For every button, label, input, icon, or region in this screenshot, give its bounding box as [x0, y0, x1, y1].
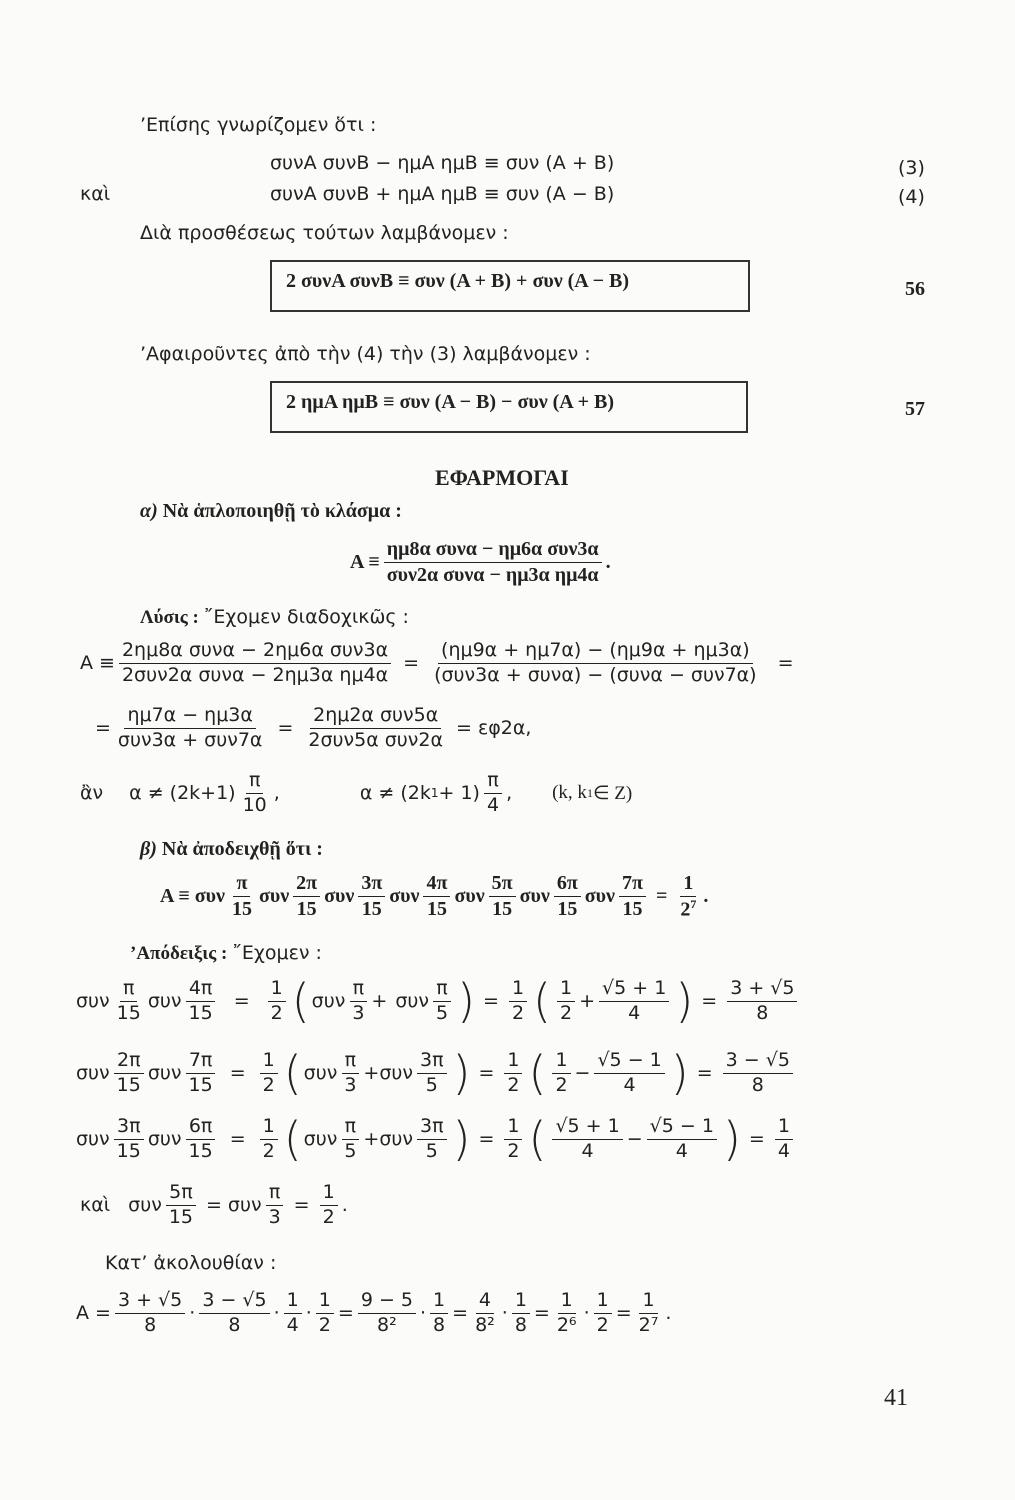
- r3-num-b: 6π: [186, 1116, 216, 1140]
- part-a-statement: [140, 500, 402, 523]
- condition-line: [80, 770, 632, 817]
- r2-inner2-den: 4: [623, 1073, 636, 1096]
- r2-half2-num: 1: [504, 1050, 522, 1074]
- r2-inner-2: [594, 1050, 664, 1097]
- r1-eq-3: =: [701, 990, 718, 1013]
- r2-num-d: 3π: [417, 1050, 447, 1074]
- r2-half-2: [504, 1050, 522, 1097]
- r2-inner1-num: 1: [552, 1050, 570, 1074]
- b-result-num: 1: [680, 872, 696, 897]
- b-num-5: 5π: [489, 872, 516, 897]
- r1-syn-a: συν: [76, 990, 110, 1013]
- r4-eq-2: =: [293, 1194, 310, 1217]
- product-to-prove: [160, 872, 708, 922]
- fin-num-11: 1: [639, 1290, 657, 1314]
- fin-num-6: 1: [430, 1290, 448, 1314]
- r3-den-a: 15: [116, 1139, 141, 1162]
- r1-inner-1: [557, 978, 575, 1025]
- l2-den-1: συν3α + συν7α: [117, 728, 263, 751]
- subtraction-text: ’Αφαιροῦντες ἀπὸ τὴν (4) τὴν (3) λαμβάνομεν :: [140, 343, 591, 365]
- k-set-end: ∈ Z): [592, 782, 633, 804]
- b-den-6: 15: [557, 898, 578, 921]
- fin-den-3: 4: [286, 1313, 299, 1336]
- fin-dot-2: ·: [273, 1302, 280, 1325]
- l2-num-1: ημ7α − ημ3α: [124, 705, 256, 729]
- b-syn-5: συν: [454, 885, 485, 908]
- b-frac-7: [619, 872, 646, 921]
- r2-syn-d: συν: [379, 1062, 413, 1085]
- fin-den-11: 2⁷: [638, 1313, 659, 1336]
- r3-frac-d: [417, 1116, 447, 1163]
- r1-inner2-den: 4: [628, 1001, 641, 1024]
- a-end: .: [605, 551, 611, 573]
- b-frac-4: [423, 872, 450, 921]
- fin-frac-2: [199, 1290, 269, 1337]
- r3-inner2-den: 4: [675, 1139, 688, 1162]
- r1-half-den: 2: [270, 1001, 283, 1024]
- proof-intro: [130, 942, 322, 965]
- r3-num-d: 3π: [417, 1116, 447, 1140]
- r3-eq-3: =: [748, 1128, 765, 1151]
- an-word: ἂν: [80, 782, 104, 805]
- b-syn-7: συν: [584, 885, 615, 908]
- formula-number-56: 56: [905, 278, 925, 300]
- r3-half-den: 2: [262, 1139, 275, 1162]
- part-b-text: Νὰ ἀποδειχθῇ ὅτι :: [161, 838, 323, 860]
- part-b-label: β): [140, 838, 157, 860]
- part-a-text: Νὰ ἁπλοποιηθῇ τὸ κλάσμα :: [162, 500, 402, 522]
- l1-num-2: (ημ9α + ημ7α) − (ημ9α + ημ3α): [438, 640, 753, 664]
- fin-num-7: 4: [476, 1290, 494, 1314]
- r2-frac-b: [186, 1050, 216, 1097]
- cond-2: α ≠ (2k: [359, 782, 431, 805]
- r1-result-num: 3 + √5: [727, 978, 797, 1002]
- r4-kai: καὶ: [80, 1194, 111, 1217]
- kai-word: καὶ: [80, 183, 111, 205]
- cond-1-comma: ,: [273, 782, 280, 805]
- formula-number-57: 57: [905, 398, 925, 420]
- r2-inner-1: [552, 1050, 570, 1097]
- r2-den-a: 15: [116, 1073, 141, 1096]
- fin-frac-4: [316, 1290, 334, 1337]
- formula-56: 2 συνA συνB ≡ συν (A + B) + συν (A − B): [286, 270, 630, 292]
- fin-frac-9: [554, 1290, 580, 1337]
- r2-syn-a: συν: [76, 1062, 110, 1085]
- r4-syn-a: συν: [128, 1194, 162, 1217]
- r2-eq-3: =: [696, 1062, 713, 1085]
- b-syn-2: συν: [258, 885, 290, 908]
- b-result-den: [677, 897, 699, 922]
- r2-result-den: 8: [751, 1073, 764, 1096]
- solution-line-1: [80, 640, 794, 687]
- b-result-base: 2: [680, 898, 691, 921]
- r1-inner-2: [599, 978, 669, 1025]
- part-a-label: α): [140, 500, 158, 522]
- fin-dot-6: ·: [583, 1302, 590, 1325]
- r3-half-num: 1: [260, 1116, 278, 1140]
- fin-den-1: 8: [144, 1313, 157, 1336]
- b-den-7: 15: [622, 898, 643, 921]
- r3-syn-d: συν: [379, 1128, 413, 1151]
- fin-eq-2: =: [452, 1302, 469, 1325]
- solution-line-2: [95, 705, 531, 752]
- fin-end: .: [665, 1302, 672, 1325]
- r1-den-b: 15: [188, 1001, 213, 1024]
- b-result-exp: 7: [690, 897, 697, 911]
- fin-eq-1: =: [337, 1302, 354, 1325]
- r2-den-b: 15: [188, 1073, 213, 1096]
- l1-lhs: A ≡: [80, 652, 115, 675]
- fin-frac-6: [430, 1290, 448, 1337]
- fin-den-5: 8²: [377, 1313, 397, 1336]
- b-result: [677, 872, 699, 922]
- cond-2-fraction: [484, 770, 502, 817]
- proof-row-4: [80, 1182, 348, 1229]
- r2-eq-1: =: [229, 1062, 246, 1085]
- l2-fraction-2: [305, 705, 446, 752]
- b-num-7: 7π: [619, 872, 646, 897]
- solution-intro: [140, 606, 409, 629]
- proof-label: ’Απόδειξις :: [130, 943, 228, 964]
- l1-den-2: (συν3α + συνα) − (συνα − συν7α): [434, 663, 757, 686]
- consequently-text: Κατ’ ἀκολουθίαν :: [105, 1252, 277, 1274]
- r3-den-d: 5: [425, 1139, 438, 1162]
- b-syn-4: συν: [389, 885, 420, 908]
- proof-row-1: συν $\frac{\pi}{15}$ συν $\frac{4\pi}{15}$ = $\frac{1}{2}$ ( συν $\frac{\pi}{3}$ + συν $\frac{\pi}{5}$ ) = $\frac{1}{2}$ ( $\frac{1}{2}$ + $\frac{√5 + 1}{4}$ ) = $\frac{3 + √5}{8}$: [76, 978, 801, 1025]
- b-eq: =: [655, 885, 668, 908]
- r3-inner-1: [552, 1116, 622, 1163]
- r2-frac-a: [114, 1050, 144, 1097]
- fin-den-10: 2: [596, 1313, 609, 1336]
- formula-box-57: [270, 381, 748, 433]
- formula-57: 2 ημA ημB ≡ συν (A − B) − συν (A + B): [286, 391, 615, 413]
- r3-half: [260, 1116, 278, 1163]
- fin-den-8: 8: [514, 1313, 527, 1336]
- r2-num-a: 2π: [114, 1050, 144, 1074]
- fin-dot-1: ·: [189, 1302, 196, 1325]
- r2-num-c: π: [342, 1050, 359, 1074]
- b-num-6: 6π: [554, 872, 581, 897]
- k-set: (k, k: [552, 782, 587, 804]
- r1-syn-b: συν: [147, 990, 182, 1013]
- a-numerator: ημ8α συνα − ημ6α συν3α: [384, 538, 602, 563]
- fin-frac-10: [594, 1290, 612, 1337]
- b-frac-3: [358, 872, 385, 921]
- fin-eq-4: =: [615, 1302, 632, 1325]
- r3-frac-b: [186, 1116, 216, 1163]
- r1-result-den: 8: [756, 1001, 769, 1024]
- a-fraction: [384, 538, 602, 587]
- l1-fraction-1: [119, 640, 391, 687]
- r3-num-c: π: [342, 1116, 359, 1140]
- fin-frac-3: [284, 1290, 302, 1337]
- fin-frac-11: [636, 1290, 662, 1337]
- r3-eq-1: =: [229, 1128, 246, 1151]
- cond-2-mid: + 1): [438, 782, 480, 805]
- b-den-5: 15: [492, 898, 513, 921]
- r1-num-b: 4π: [186, 978, 216, 1002]
- r4-result-den: 2: [322, 1205, 335, 1228]
- r3-inner1-num: √5 + 1: [552, 1116, 622, 1140]
- r1-num-c: π: [350, 978, 367, 1002]
- r1-half2-den: 2: [511, 1001, 525, 1024]
- l2-eq-2: =: [277, 717, 294, 740]
- l1-eq-2: =: [777, 652, 794, 675]
- final-line: [76, 1290, 671, 1337]
- r1-inner2-num: [599, 978, 669, 1002]
- r1-num-d: π: [433, 978, 450, 1002]
- r2-eq-2: =: [478, 1062, 495, 1085]
- cond-2-num: π: [484, 770, 501, 794]
- r4-num-a: 5π: [166, 1182, 196, 1206]
- b-den-2: 15: [296, 898, 317, 921]
- r1-den-c: 3: [352, 1001, 365, 1024]
- r3-inner2-num: √5 − 1: [647, 1116, 717, 1140]
- a-lhs: A ≡: [350, 551, 380, 573]
- r2-syn-b: συν: [147, 1062, 182, 1085]
- r2-result-num: 3 − √5: [723, 1050, 793, 1074]
- r4-den-b: 3: [268, 1205, 281, 1228]
- b-den-3: 15: [361, 898, 382, 921]
- r1-inner1-num: 1: [557, 978, 575, 1002]
- b-period: .: [703, 885, 709, 908]
- r2-half-num: 1: [260, 1050, 278, 1074]
- addition-text: Διὰ προσθέσεως τούτων λαμβάνομεν :: [140, 222, 509, 244]
- b-den-4: 15: [426, 898, 447, 921]
- r3-den-c: 5: [344, 1139, 357, 1162]
- fin-dot-5: ·: [501, 1302, 508, 1325]
- r3-half2-num: 1: [504, 1116, 522, 1140]
- r3-result-num: 1: [775, 1116, 793, 1140]
- a-denominator: συν2α συνα − ημ3α ημ4α: [386, 564, 599, 586]
- r1-syn-d: συν: [395, 990, 429, 1013]
- b-syn-3: συν: [324, 885, 355, 908]
- cond-1-fraction: [240, 770, 270, 817]
- formula-box-56: [270, 260, 750, 312]
- r1-sqrt5: √5: [602, 977, 627, 999]
- r1-frac-b: [186, 978, 216, 1025]
- fin-num-10: 1: [594, 1290, 612, 1314]
- fin-den-2: 8: [228, 1313, 241, 1336]
- cond-2-den: 4: [486, 793, 500, 816]
- r4-period: .: [341, 1194, 348, 1217]
- proof-row-2: συν $\frac{2\pi}{15}$ συν $\frac{7\pi}{15}$ = $\frac{1}{2}$ ( συν $\frac{\pi}{3}$ + συν $\frac{3\pi}{5}$ ) = $\frac{1}{2}$ ( $\frac{1}{2}$ − $\frac{√5 - 1}{4}$ ) = $\frac{3 - √5}{8}$: [76, 1050, 797, 1097]
- r3-half2-den: 2: [507, 1139, 520, 1162]
- cond-2-sub: 1: [430, 786, 439, 801]
- fin-frac-5: [358, 1290, 416, 1337]
- l1-num-1: 2ημ8α συνα − 2ημ6α συν3α: [119, 640, 391, 664]
- cond-1-den: 10: [242, 793, 267, 816]
- r4-frac-b: [266, 1182, 284, 1229]
- fin-dot-4: ·: [420, 1302, 427, 1325]
- r2-inner1-den: 2: [555, 1073, 568, 1096]
- b-den-1: 15: [231, 898, 252, 921]
- r1-inner1-den: 2: [560, 1001, 573, 1024]
- r4-result-num: 1: [320, 1182, 338, 1206]
- r1-result: [727, 978, 797, 1025]
- r2-syn-c: συν: [303, 1062, 338, 1085]
- r4-result: [320, 1182, 338, 1229]
- r1-eq-1: =: [233, 990, 250, 1013]
- cond-1: α ≠ (2k+1): [129, 782, 236, 805]
- r1-half-2: [509, 978, 527, 1025]
- b-frac-1: [229, 872, 255, 921]
- r4-frac-a: [166, 1182, 196, 1229]
- fin-num-8: 1: [512, 1290, 530, 1314]
- fin-num-1: 3 + √5: [115, 1290, 185, 1314]
- equation-number-3: (3): [898, 157, 925, 179]
- r2-half: [260, 1050, 278, 1097]
- r3-result-den: 4: [777, 1139, 790, 1162]
- r2-den-d: 5: [425, 1073, 438, 1096]
- proof-text: ῎Εχομεν :: [232, 942, 322, 964]
- l2-eq-1: =: [95, 717, 111, 740]
- l2-result: = εφ2α,: [456, 717, 532, 740]
- r1-plus-one: + 1: [626, 977, 667, 999]
- page-number: 41: [884, 1385, 908, 1411]
- l1-fraction-2: [431, 640, 760, 687]
- fin-eq-3: =: [533, 1302, 550, 1325]
- r3-frac-c: [341, 1116, 359, 1163]
- fin-den-6: 8: [433, 1313, 446, 1336]
- fin-den-7: 8²: [475, 1313, 495, 1336]
- fin-num-5: 9 − 5: [358, 1290, 416, 1314]
- r2-frac-d: [417, 1050, 447, 1097]
- cond-2-comma: ,: [506, 782, 513, 805]
- solution-label: Λύσις :: [140, 607, 199, 628]
- r3-syn-c: συν: [303, 1128, 338, 1151]
- cond-1-num: π: [246, 770, 263, 794]
- intro-text: ’Επίσης γνωρίζομεν ὅτι :: [140, 114, 377, 136]
- fin-frac-7: [472, 1290, 498, 1337]
- r2-half-den: 2: [262, 1073, 275, 1096]
- l1-eq-1: =: [403, 652, 420, 675]
- r1-half: [268, 978, 286, 1025]
- r2-den-c: 3: [344, 1073, 357, 1096]
- fin-dot-3: ·: [305, 1302, 312, 1325]
- r2-inner2-num: [594, 1050, 664, 1074]
- r1-den-d: 5: [435, 1001, 449, 1024]
- r3-den-b: 15: [188, 1139, 213, 1162]
- r4-eq-1: =: [206, 1194, 222, 1217]
- equation-number-4: (4): [898, 186, 925, 208]
- fin-frac-1: [115, 1290, 185, 1337]
- fin-num-4: 1: [316, 1290, 334, 1314]
- l2-den-2: 2συν5α συν2α: [308, 728, 444, 751]
- r2-result: [723, 1050, 793, 1097]
- identity-3: συνA συνB − ημA ημB ≡ συν (A + B): [270, 152, 615, 174]
- proof-row-3: συν $\frac{3\pi}{15}$ συν $\frac{6\pi}{15}$ = $\frac{1}{2}$ ( συν $\frac{\pi}{5}$ + συν $\frac{3\pi}{5}$ ) = $\frac{1}{2}$ ( $\frac{√5 + 1}{4}$ − $\frac{√5 - 1}{4}$ ) = $\frac{1}{4}$: [76, 1116, 797, 1163]
- r3-result: [775, 1116, 793, 1163]
- l2-fraction-1: [115, 705, 266, 752]
- fin-lhs: A =: [76, 1302, 111, 1325]
- b-num-3: 3π: [358, 872, 385, 897]
- r1-frac-c: [349, 978, 367, 1025]
- r4-num-b: π: [266, 1182, 283, 1206]
- b-num-4: 4π: [423, 872, 450, 897]
- b-frac-2: [293, 872, 320, 921]
- r3-num-a: 3π: [114, 1116, 144, 1140]
- r4-syn-b: συν: [227, 1194, 262, 1217]
- r3-half-2: [504, 1116, 522, 1163]
- identity-4: συνA συνB + ημA ημB ≡ συν (A − B): [270, 183, 615, 205]
- r1-half2-num: 1: [509, 978, 527, 1002]
- r4-den-a: 15: [168, 1205, 193, 1228]
- r2-frac-c: [341, 1050, 359, 1097]
- l1-den-1: 2συν2α συνα − 2ημ3α ημ4α: [121, 663, 389, 686]
- r1-half-num: 1: [268, 978, 286, 1002]
- fin-num-2: 3 − √5: [199, 1290, 269, 1314]
- r3-inner1-den: 4: [581, 1139, 594, 1162]
- r3-frac-a: [114, 1116, 144, 1163]
- r2-sqrt5: √5: [597, 1049, 622, 1071]
- r1-num-a: π: [120, 978, 137, 1002]
- solution-text: ῎Εχομεν διαδοχικῶς :: [203, 606, 409, 628]
- k-set-sub: 1: [586, 785, 593, 800]
- r1-den-a: 15: [116, 1001, 141, 1024]
- r3-syn-a: συν: [76, 1128, 110, 1151]
- b-frac-6: [554, 872, 581, 921]
- l2-num-2: 2ημ2α συν5α: [310, 705, 441, 729]
- r1-frac-d: [433, 978, 451, 1025]
- r1-frac-a: [114, 978, 144, 1025]
- r1-syn-c: συν: [311, 990, 346, 1013]
- fin-den-4: 2: [318, 1313, 331, 1336]
- fraction-to-simplify: [350, 538, 611, 587]
- fin-num-3: 1: [284, 1290, 302, 1314]
- b-lhs: A ≡ συν: [160, 885, 225, 908]
- b-num-1: π: [233, 872, 250, 897]
- b-frac-5: [489, 872, 516, 921]
- r2-half2-den: 2: [507, 1073, 520, 1096]
- r3-syn-b: συν: [147, 1128, 182, 1151]
- r1-eq-2: =: [483, 990, 499, 1013]
- r2-num-b: 7π: [186, 1050, 216, 1074]
- b-syn-6: συν: [519, 885, 550, 908]
- r3-eq-2: =: [478, 1128, 495, 1151]
- section-heading: ΕΦΑΡΜΟΓΑΙ: [435, 465, 569, 490]
- fin-den-9: 2⁶: [556, 1313, 577, 1336]
- r2-minus-one: − 1: [621, 1049, 662, 1071]
- r3-inner-2: [647, 1116, 717, 1163]
- b-num-2: 2π: [293, 872, 320, 897]
- part-b-statement: [140, 838, 323, 861]
- fin-frac-8: [512, 1290, 530, 1337]
- fin-num-9: 1: [558, 1290, 576, 1314]
